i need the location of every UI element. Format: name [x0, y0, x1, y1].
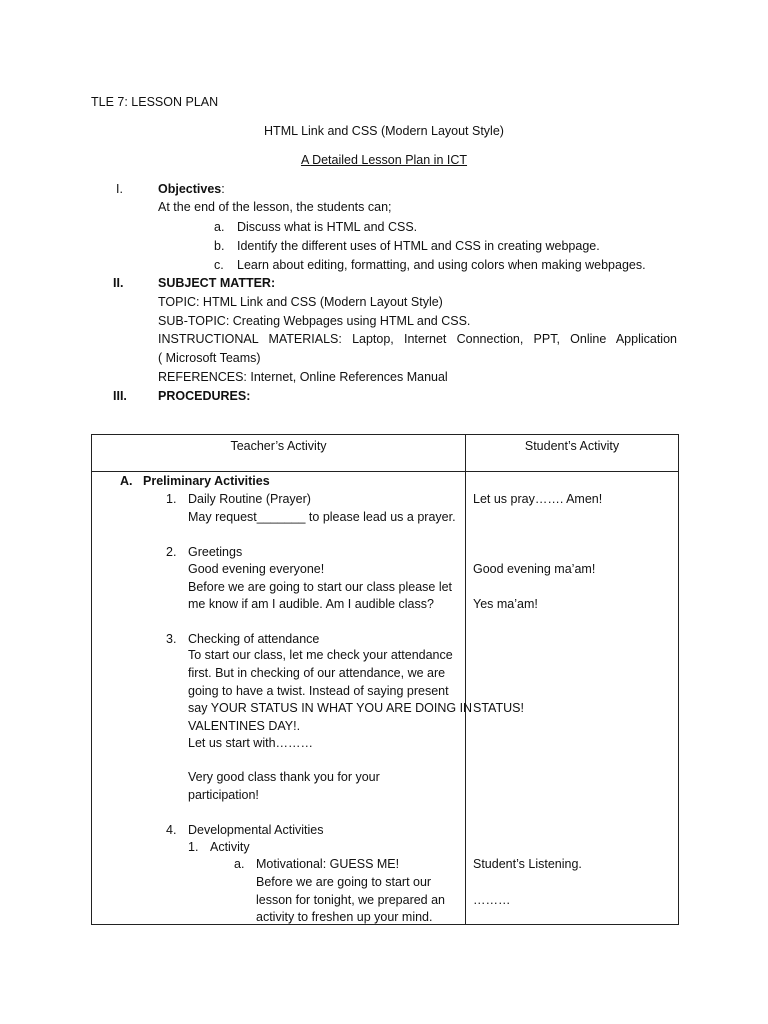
objectives-intro: At the end of the lesson, the students can;	[158, 200, 392, 214]
teacher-activity-header: Teacher’s Activity	[92, 435, 466, 472]
item-2-line-1: Good evening everyone!	[188, 562, 325, 576]
item-3-marker: 3.	[166, 632, 177, 646]
item-3-line-7: Very good class thank you for your	[188, 770, 380, 784]
objective-c-marker: c.	[214, 258, 224, 272]
student-response-1: Let us pray……. Amen!	[473, 492, 603, 506]
item-4-title: Developmental Activities	[188, 823, 324, 837]
item-3-line-4: say YOUR STATUS IN WHAT YOU ARE DOING IN	[188, 701, 473, 715]
item-3-line-3: going to have a twist. Instead of saying present	[188, 684, 449, 698]
section-2-heading: SUBJECT MATTER:	[158, 276, 276, 290]
item-3-line-8: participation!	[188, 788, 259, 802]
preliminary-marker: A.	[120, 474, 133, 488]
item-4-a-marker: a.	[234, 857, 245, 871]
item-4-sub-marker: 1.	[188, 840, 199, 854]
student-response-4: STATUS!	[473, 701, 524, 715]
document-header: TLE 7: LESSON PLAN	[91, 95, 219, 109]
section-1-number: I.	[116, 182, 123, 196]
item-3-line-2: first. But in checking of our attendance, we are	[188, 666, 446, 680]
item-2-title: Greetings	[188, 545, 243, 559]
materials-line: INSTRUCTIONAL MATERIALS: Laptop, Internet Connection, PPT, Online Application	[158, 332, 677, 346]
item-4-marker: 4.	[166, 823, 177, 837]
student-response-2: Good evening ma’am!	[473, 562, 596, 576]
item-1-title: Daily Routine (Prayer)	[188, 492, 311, 506]
objective-a-marker: a.	[214, 220, 225, 234]
item-3-line-6: Let us start with………	[188, 736, 314, 750]
student-activity-cell	[466, 472, 679, 925]
document-subtitle: A Detailed Lesson Plan in ICT	[300, 153, 468, 167]
item-3-title: Checking of attendance	[188, 632, 320, 646]
item-3-line-5: VALENTINES DAY!.	[188, 719, 301, 733]
materials-line-2: ( Microsoft Teams)	[158, 351, 261, 365]
document-title: HTML Link and CSS (Modern Layout Style)	[264, 124, 504, 138]
item-2-line-2: Before we are going to start our class please let	[188, 580, 453, 594]
section-3-number: III.	[113, 389, 127, 403]
objective-c: Learn about editing, formatting, and using colors when making webpages.	[237, 258, 646, 272]
section-3-heading: PROCEDURES:	[158, 389, 251, 403]
topic-line: TOPIC: HTML Link and CSS (Modern Layout Style)	[158, 295, 443, 309]
objective-a: Discuss what is HTML and CSS.	[237, 220, 418, 234]
objective-b: Identify the different uses of HTML and CSS in creating webpage.	[237, 239, 600, 253]
item-4-sub-title: Activity	[210, 840, 250, 854]
item-4-a-title: Motivational: GUESS ME!	[256, 857, 400, 871]
teacher-activity-cell	[92, 472, 473, 925]
student-response-6: ………	[473, 893, 511, 907]
references-line: REFERENCES: Internet, Online References Manual	[158, 370, 448, 384]
preliminary-heading: Preliminary Activities	[143, 474, 270, 488]
item-1-marker: 1.	[166, 492, 177, 506]
item-1-text: May request_______ to please lead us a prayer.	[188, 510, 456, 524]
item-2-line-3: me know if am I audible. Am I audible class?	[188, 597, 434, 611]
section-2-number: II.	[113, 276, 124, 290]
item-2-marker: 2.	[166, 545, 177, 559]
student-response-5: Student’s Listening.	[473, 857, 582, 871]
item-4-line-1: Before we are going to start our	[256, 875, 432, 889]
item-3-line-1: To start our class, let me check your attendance	[188, 648, 453, 662]
objective-b-marker: b.	[214, 239, 225, 253]
item-4-line-2: lesson for tonight, we prepared an	[256, 893, 446, 907]
student-response-3: Yes ma’am!	[473, 597, 538, 611]
subtopic-line: SUB-TOPIC: Creating Webpages using HTML and CSS.	[158, 314, 471, 328]
item-4-line-3: activity to freshen up your mind.	[256, 910, 433, 924]
section-1-heading: Objectives:	[158, 182, 225, 196]
student-activity-header: Student’s Activity	[466, 435, 679, 472]
procedures-table	[91, 434, 679, 925]
